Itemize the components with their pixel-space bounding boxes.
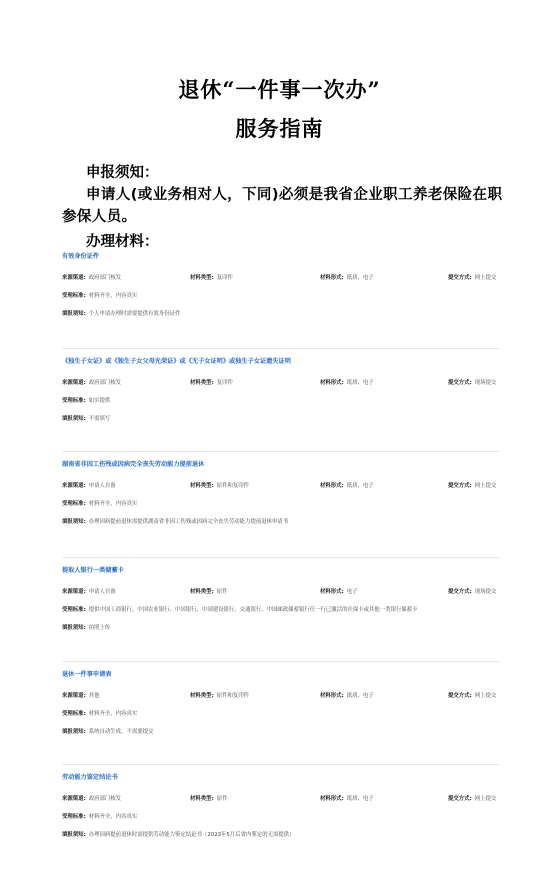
standard-row — [62, 292, 499, 300]
submit-label: 提交方式: — [448, 796, 472, 802]
type-value: 原件和复印件 — [216, 693, 250, 699]
materials-list — [62, 250, 499, 873]
standard-row — [62, 500, 499, 508]
channel-cell — [62, 482, 190, 490]
type-cell — [190, 274, 320, 282]
form-label: 材料形式: — [320, 275, 344, 281]
material-name: 《独生子女证》或《独生子女父母光荣证》或《无子女证明》或独生子女证遗失证明 — [62, 358, 291, 365]
channel-value: 其他 — [88, 693, 100, 699]
standard-row — [62, 397, 499, 405]
type-cell — [190, 482, 320, 490]
type-cell — [190, 795, 320, 803]
form-value: 电子 — [346, 589, 358, 595]
standard-value: 材料齐全，内容真实 — [88, 501, 138, 507]
submit-label: 提交方式: — [448, 380, 472, 386]
type-label: 材料类型: — [190, 483, 214, 489]
fill-row — [62, 415, 499, 423]
type-value: 原件 — [216, 796, 228, 802]
standard-row — [62, 813, 499, 821]
type-value: 原件和复印件 — [216, 483, 250, 489]
channel-label: 来源渠道: — [62, 275, 86, 281]
fill-row — [62, 624, 499, 632]
fill-row — [62, 728, 499, 736]
submit-label: 提交方式: — [448, 275, 472, 281]
material-item — [62, 355, 499, 452]
fill-value: 办理因病提前退休时需提供劳动能力鉴定结论书（2023年5月后省内鉴定的无需提供） — [88, 832, 295, 838]
material-item — [62, 668, 499, 765]
material-item — [62, 771, 499, 867]
material-meta-row — [62, 692, 499, 700]
materials-heading: 办理材料： — [86, 234, 159, 250]
channel-value: 政府部门核发 — [88, 380, 122, 386]
standard-label: 受理标准: — [62, 293, 86, 299]
fill-label: 填报须知: — [62, 832, 86, 838]
form-cell — [320, 274, 448, 282]
material-item — [62, 250, 499, 349]
submit-value: 网上提交 — [474, 693, 497, 699]
submit-cell — [448, 379, 499, 387]
form-value: 纸质、电子 — [346, 380, 374, 386]
standard-label: 受理标准: — [62, 501, 86, 507]
channel-label: 来源渠道: — [62, 589, 86, 595]
form-cell — [320, 692, 448, 700]
fill-value: 系统自动生成，不需要提交 — [88, 729, 154, 735]
submit-value: 网上提交 — [474, 483, 497, 489]
form-label: 材料形式: — [320, 483, 344, 489]
form-value: 纸质、电子 — [346, 796, 374, 802]
type-label: 材料类型: — [190, 380, 214, 386]
fill-row — [62, 518, 499, 526]
form-cell — [320, 482, 448, 490]
channel-value: 申请人自备 — [88, 589, 116, 595]
standard-label: 受理标准: — [62, 607, 86, 613]
submit-cell — [448, 482, 499, 490]
standard-value: 材料齐全，内容真实 — [88, 293, 138, 299]
submit-cell — [448, 588, 499, 596]
type-cell — [190, 692, 320, 700]
material-meta-row — [62, 379, 499, 387]
notice-body: 申请人(或业务相对人，下同)必须是我省企业职工养老保险在职参保人员。 — [62, 187, 503, 225]
type-label: 材料类型: — [190, 275, 214, 281]
material-item — [62, 458, 499, 558]
submit-value: 现场提交 — [474, 589, 497, 595]
channel-cell — [62, 274, 190, 282]
fill-value: 办理因病提前退休需提供湖南省非因工伤残或因病完全丧失劳动能力提前退休申请书 — [88, 519, 289, 525]
form-label: 材料形式: — [320, 589, 344, 595]
type-value: 复印件 — [216, 275, 233, 281]
form-label: 材料形式: — [320, 796, 344, 802]
channel-cell — [62, 795, 190, 803]
channel-value: 政府部门核发 — [88, 796, 122, 802]
type-cell — [190, 588, 320, 596]
fill-value: 个人申请办理时需要提供有效身份证件 — [88, 311, 181, 317]
fill-label: 填报须知: — [62, 519, 86, 525]
standard-value: 材料齐全，内容真实 — [88, 814, 138, 820]
fill-label: 填报须知: — [62, 416, 86, 422]
form-cell — [320, 588, 448, 596]
material-name: 湖南省非因工伤残或因病完全丧失劳动能力提前退休 — [62, 461, 205, 468]
type-cell — [190, 379, 320, 387]
form-label: 材料形式: — [320, 693, 344, 699]
form-cell — [320, 379, 448, 387]
material-name: 有效身份证件 — [62, 253, 100, 260]
fill-row — [62, 831, 499, 839]
fill-value: 拍照上传 — [88, 625, 111, 631]
channel-cell — [62, 379, 190, 387]
submit-cell — [448, 274, 499, 282]
channel-cell — [62, 692, 190, 700]
fill-value: 不需填写 — [88, 416, 111, 422]
type-label: 材料类型: — [190, 796, 214, 802]
material-name: 劳动能力鉴定结论书 — [62, 774, 118, 781]
standard-label: 受理标准: — [62, 814, 86, 820]
fill-row — [62, 310, 499, 318]
channel-label: 来源渠道: — [62, 483, 86, 489]
document-title: 退休“一件事一次办” — [178, 77, 381, 102]
channel-value: 政府部门核发 — [88, 275, 122, 281]
standard-label: 受理标准: — [62, 711, 86, 717]
submit-value: 现场提交 — [474, 380, 497, 386]
material-item — [62, 564, 499, 662]
form-value: 纸质、电子 — [346, 275, 374, 281]
channel-cell — [62, 588, 190, 596]
channel-label: 来源渠道: — [62, 380, 86, 386]
material-meta-row — [62, 482, 499, 490]
standard-row — [62, 710, 499, 718]
type-value: 原件 — [216, 589, 228, 595]
standard-value: 如实提供 — [88, 398, 111, 404]
notice-heading: 申报须知： — [86, 165, 159, 181]
submit-value: 网上提交 — [474, 796, 497, 802]
channel-label: 来源渠道: — [62, 796, 86, 802]
fill-label: 填报须知: — [62, 311, 86, 317]
channel-value: 申请人自备 — [88, 483, 116, 489]
submit-cell — [448, 795, 499, 803]
material-name: 退休一件事申请表 — [62, 671, 112, 678]
material-meta-row — [62, 795, 499, 803]
type-label: 材料类型: — [190, 693, 214, 699]
fill-label: 填报须知: — [62, 729, 86, 735]
submit-value: 网上提交 — [474, 275, 497, 281]
type-value: 复印件 — [216, 380, 233, 386]
form-value: 纸质、电子 — [346, 483, 374, 489]
standard-label: 受理标准: — [62, 398, 86, 404]
form-value: 纸质、电子 — [346, 693, 374, 699]
standard-value: 材料齐全，内容真实 — [88, 711, 138, 717]
channel-label: 来源渠道: — [62, 693, 86, 699]
fill-label: 填报须知: — [62, 625, 86, 631]
submit-cell — [448, 692, 499, 700]
material-meta-row — [62, 588, 499, 596]
submit-label: 提交方式: — [448, 693, 472, 699]
document-subtitle: 服务指南 — [235, 116, 324, 141]
type-label: 材料类型: — [190, 589, 214, 595]
material-name: 提取人银行一类储蓄卡 — [62, 567, 124, 574]
material-meta-row — [62, 274, 499, 282]
standard-value: 提供中国工商银行、中国农业银行、中国银行、中国建设银行、交通银行、中国邮政储蓄银行任一行已激活的社保卡或其他一类银行储蓄卡 — [88, 607, 418, 613]
form-label: 材料形式: — [320, 380, 344, 386]
standard-row — [62, 606, 499, 614]
submit-label: 提交方式: — [448, 589, 472, 595]
form-cell — [320, 795, 448, 803]
submit-label: 提交方式: — [448, 483, 472, 489]
